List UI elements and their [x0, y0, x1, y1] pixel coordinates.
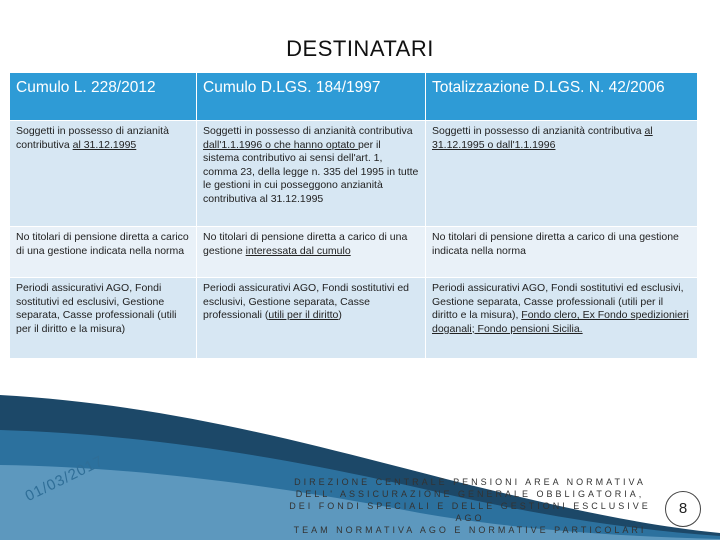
- table-cell: [426, 278, 698, 359]
- table-cell: [426, 121, 698, 227]
- slide-date: 01/03/2017: [22, 452, 107, 505]
- cell-text: Periodi assicurativi AGO, Fondi sostitutivi ed esclusivi, Gestione separata, Casse professionali (: [203, 282, 410, 321]
- cell-text-underlined: Fondo clero, Ex Fondo spedizionieri doganali; Fondo pensioni Sicilia.: [432, 309, 689, 335]
- table-cell: [197, 278, 426, 359]
- header-cumulo-184-1997: Cumulo D.LGS. 184/1997: [197, 73, 426, 121]
- table-row: [10, 278, 698, 359]
- cell-text-underlined: al 31.12.1995 o dall'1.1.1996: [432, 125, 653, 151]
- cell-text-underlined: utili per il diritto: [268, 309, 339, 321]
- page-number-badge: 8: [665, 491, 701, 527]
- footer-line: TEAM NORMATIVA AGO E NORMATIVE PARTICOLARI: [293, 525, 647, 535]
- header-cumulo-228-2012: Cumulo L. 228/2012: [10, 73, 197, 121]
- table-cell: [10, 278, 197, 359]
- cell-text: No titolari di pensione diretta a carico di una gestione indicata nella norma: [16, 231, 189, 257]
- header-totalizzazione-42-2006: Totalizzazione D.LGS. N. 42/2006: [426, 73, 698, 121]
- table-row: [10, 227, 698, 278]
- cell-text-underlined: dall'1.1.1996 o che hanno optato: [203, 138, 358, 151]
- cell-text: Soggetti in possesso di anzianità contributiva: [16, 125, 169, 151]
- footer-line: DEI FONDI SPECIALI E DELLE GESTIONI ESCLUSIVE: [289, 501, 651, 511]
- cell-text: Soggetti in possesso di anzianità contributiva: [432, 125, 645, 137]
- footer-department: [288, 476, 652, 536]
- table-cell: [10, 121, 197, 227]
- cell-text: per il sistema contributivo ai sensi dell'art. 1, comma 23, della legge n. 335 del 1995 in tutte le gestioni in cui posseggono anzianità contributiva al 31.12.1995: [203, 138, 419, 205]
- table-header-row: [10, 73, 698, 121]
- cell-text: ): [338, 309, 342, 321]
- cell-text: Periodi assicurativi AGO, Fondi sostitutivi ed esclusivi, Gestione separata, Casse professionali (utili per il diritto e la misura): [16, 282, 177, 335]
- slide-title: DESTINATARI: [286, 36, 434, 61]
- table-cell: [197, 121, 426, 227]
- cell-text-underlined: interessata dal cumulo: [245, 244, 351, 257]
- cell-text-underlined: al 31.12.1995: [72, 138, 137, 151]
- cell-text: Periodi assicurativi AGO, Fondi sostitutivi ed esclusivi, Gestione separata, Casse professionali (utili per il diritto e la misura),: [432, 282, 684, 321]
- table-cell: [10, 227, 197, 278]
- cell-text: Soggetti in possesso di anzianità contributiva: [203, 125, 413, 137]
- cell-text: No titolari di pensione diretta a carico di una gestione indicata nella norma: [432, 231, 679, 257]
- cell-text: No titolari di pensione diretta a carico di una gestione: [203, 231, 408, 257]
- table-cell: [197, 227, 426, 278]
- footer-line: DIREZIONE CENTRALE PENSIONI AREA NORMATIVA: [294, 477, 646, 487]
- table-row: [10, 121, 698, 227]
- footer-line: DELL' ASSICURAZIONE GENERALE OBBLIGATORIA,: [295, 489, 645, 499]
- footer-line: AGO: [455, 513, 485, 523]
- table-cell: [426, 227, 698, 278]
- destinatari-table: [9, 72, 698, 359]
